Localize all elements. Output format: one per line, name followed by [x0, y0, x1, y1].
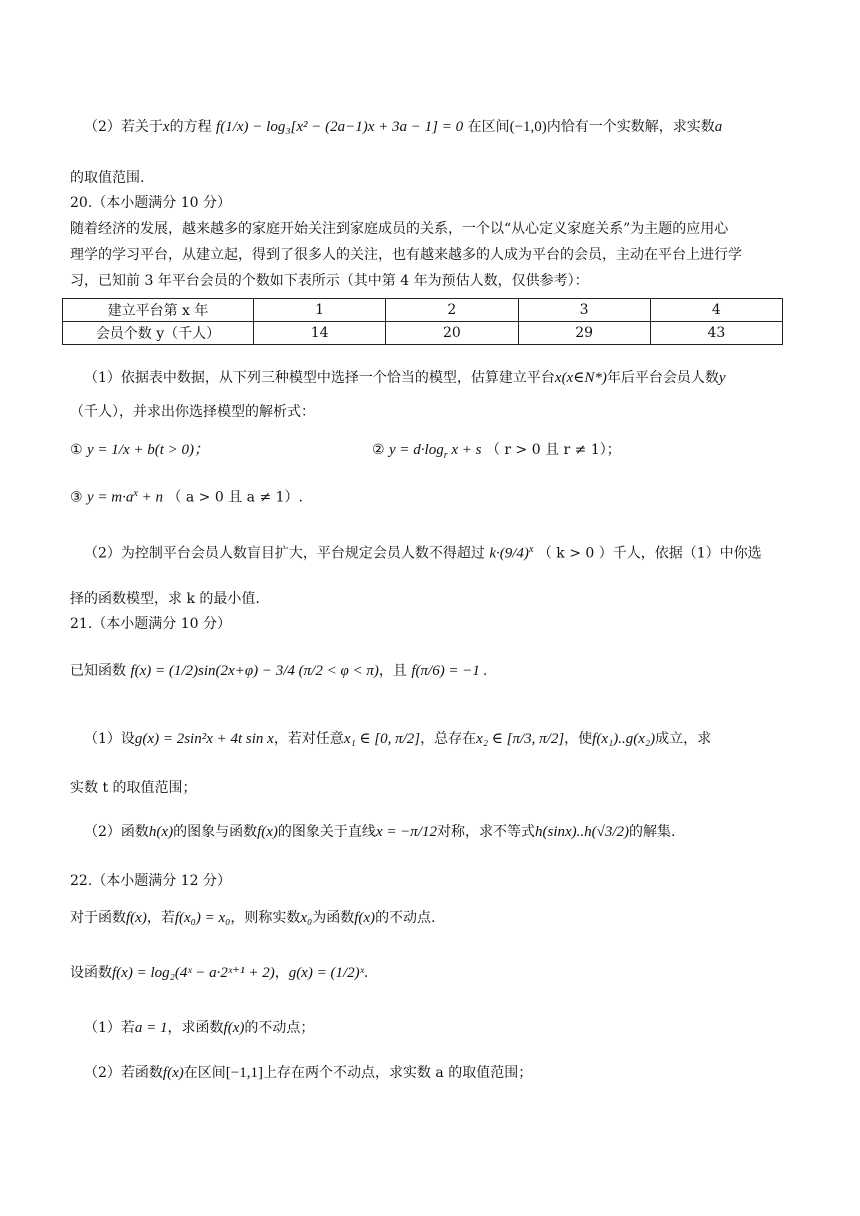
q22-part2: [84, 1063, 800, 1083]
text: （2）函数: [84, 824, 149, 840]
q20-para-line1: 随着经济的发展，越来越多的家庭开始关注到家庭成员的关系，一个以“从心定义家庭关系”为主题的应用心: [70, 221, 729, 237]
function-f: f(x): [257, 824, 278, 840]
function-f: f(x): [223, 1020, 245, 1036]
text: ①: [70, 442, 83, 458]
text: ，使: [564, 731, 593, 747]
var-x0: x₀: [300, 910, 313, 926]
table-cell: 建立平台第 x 年: [63, 299, 254, 322]
table-cell: 43: [650, 322, 782, 345]
table-row: [63, 299, 783, 322]
table-cell: 3: [518, 299, 650, 322]
condition-a: a = 1: [134, 1020, 168, 1036]
model-3: [70, 484, 800, 508]
text: ，总存在: [420, 731, 477, 747]
function-f: f(x) = (1/2)sin(2x+φ) − 3/4 (π/2 < φ < π): [130, 663, 379, 679]
text: 的不动点；: [244, 1020, 315, 1036]
table-cell: 1: [254, 299, 386, 322]
symmetry-line: x = −π/12: [375, 824, 437, 840]
inequality: f(x₁)..g(x₂): [592, 731, 656, 747]
model-2-formula: y = d·log: [389, 442, 444, 458]
function-f: f(x): [126, 910, 147, 926]
text: ③: [70, 489, 83, 506]
text: 的解集.: [629, 824, 676, 840]
model-2-formula-rest: x + s: [447, 442, 482, 458]
text: 年后平台会员人数: [606, 370, 719, 386]
text: 内恰有一个实数解，求实数: [546, 119, 715, 135]
text: 对于函数: [70, 910, 126, 926]
text: 成立，求: [655, 731, 712, 747]
q20-part2-line2: 择的函数模型，求 k 的最小值.: [70, 591, 260, 607]
model-1-formula: y = 1/x + b(t > 0)；: [87, 442, 210, 458]
text: 的图象与函数: [173, 824, 258, 840]
table-cell: 29: [518, 322, 650, 345]
inequality: h(sinx)..h(√3/2): [535, 824, 630, 840]
text: 在区间: [183, 1065, 226, 1081]
text: 设函数: [70, 965, 112, 981]
condition-f: f(π/6) = −1 .: [411, 663, 488, 679]
q22-part1: [84, 1018, 800, 1038]
equation: f(1/x) − log₃[x² − (2a−1)x + 3a − 1] = 0: [216, 119, 464, 135]
q19-part2-line1: [84, 117, 800, 137]
q22-heading: 22.（本小题满分 12 分）: [70, 873, 231, 889]
model-2: [372, 440, 800, 466]
function-g: g(x) = (1/2)ˣ: [288, 965, 364, 981]
math-x: x(x∈N*): [554, 370, 607, 386]
q20-part1-line2: （千人），并求出你选择模型的解析式：: [70, 404, 315, 420]
q21-given: [70, 661, 800, 681]
text: ②: [372, 442, 385, 458]
text: 对称，求不等式: [437, 824, 535, 840]
q21-heading: 21.（本小题满分 10 分）: [70, 616, 231, 632]
text: ，且: [378, 663, 407, 679]
text: （ k > 0 ）千人，依据（1）中你选: [537, 545, 762, 562]
function-g: g(x) = 2sin²x + 4t sin x: [134, 731, 274, 747]
q21-part2: [84, 822, 800, 842]
table-cell: 会员个数 y（千人）: [63, 322, 254, 345]
table-cell: 2: [386, 299, 518, 322]
function-h: h(x): [148, 824, 174, 840]
interval: (−1,0): [509, 119, 547, 135]
q21-part1-line2: 实数 t 的取值范围；: [70, 780, 197, 796]
q20-part1-line1: [84, 368, 800, 388]
function-f: f(x): [162, 1065, 184, 1081]
q20-para-line3: 习，已知前 3 年平台会员的个数如下表所示（其中第 4 年为预估人数，仅供参考）：: [70, 273, 589, 289]
model-3-formula: y = m·a: [87, 489, 134, 506]
text: 上存在两个不动点，求实数 a 的取值范围；: [262, 1065, 533, 1081]
q19-part2-line2: 的取值范围.: [70, 170, 145, 186]
superscript: x: [133, 488, 138, 499]
text: （2）若函数: [84, 1065, 163, 1081]
table-row: [63, 322, 783, 345]
text: 的不动点.: [375, 910, 436, 926]
x1-range: x₁ ∈ [0, π/2]: [343, 731, 421, 747]
table-cell: 4: [650, 299, 782, 322]
function-f: f(x) = log₂(4ˣ − a·2ˣ⁺¹ + 2): [112, 965, 275, 981]
text: ，: [274, 965, 289, 981]
q20-heading: 20.（本小题满分 10 分）: [70, 195, 231, 211]
x2-range: x₂ ∈ [π/3, π/2]: [476, 731, 565, 747]
text: （2）若关于: [84, 119, 163, 135]
text: ，若: [146, 910, 175, 926]
model-3-formula-rest: + n: [137, 489, 163, 506]
text: 已知函数: [70, 663, 126, 679]
function-f: f(x): [354, 910, 376, 926]
var-y: y: [718, 370, 726, 386]
var-a: a: [714, 119, 723, 135]
q20-part2-line1: [84, 540, 800, 564]
superscript: x: [528, 544, 534, 555]
expr-k-9-4: k·(9/4): [489, 545, 529, 562]
text: ，若对任意: [273, 731, 344, 747]
q22-definition: [70, 908, 800, 928]
model-2-condition: （ r > 0 且 r ≠ 1）；: [485, 442, 621, 458]
interval: [−1,1]: [225, 1065, 263, 1081]
text: 在区间: [467, 119, 510, 135]
text: ，则称实数: [230, 910, 301, 926]
q22-setup: [70, 963, 800, 983]
text: （1）若: [84, 1020, 135, 1036]
var-x: x: [162, 119, 170, 135]
text: （1）依据表中数据，从下列三种模型中选择一个恰当的模型，估算建立平台: [84, 370, 555, 386]
text: （2）为控制平台会员人数盲目扩大，平台规定会员人数不得超过: [84, 545, 485, 562]
member-table: [62, 298, 783, 345]
text: （1）设: [84, 731, 135, 747]
text: .: [363, 965, 369, 981]
q20-para-line2: 理学的学习平台，从建立起，得到了很多人的关注，也有越来越多的人成为平台的会员，主动在平台上进行学: [70, 247, 742, 263]
model-3-condition: （ a > 0 且 a ≠ 1）.: [167, 489, 303, 506]
text: ，求函数: [167, 1020, 224, 1036]
text: 为函数: [312, 910, 355, 926]
q21-part1-line1: [84, 729, 800, 749]
text: 的方程: [169, 119, 212, 135]
table-cell: 20: [386, 322, 518, 345]
subscript: r: [443, 449, 448, 461]
fixed-point-eq: f(x₀) = x₀: [174, 910, 231, 926]
text: 的图象关于直线: [277, 824, 376, 840]
table-cell: 14: [254, 322, 386, 345]
